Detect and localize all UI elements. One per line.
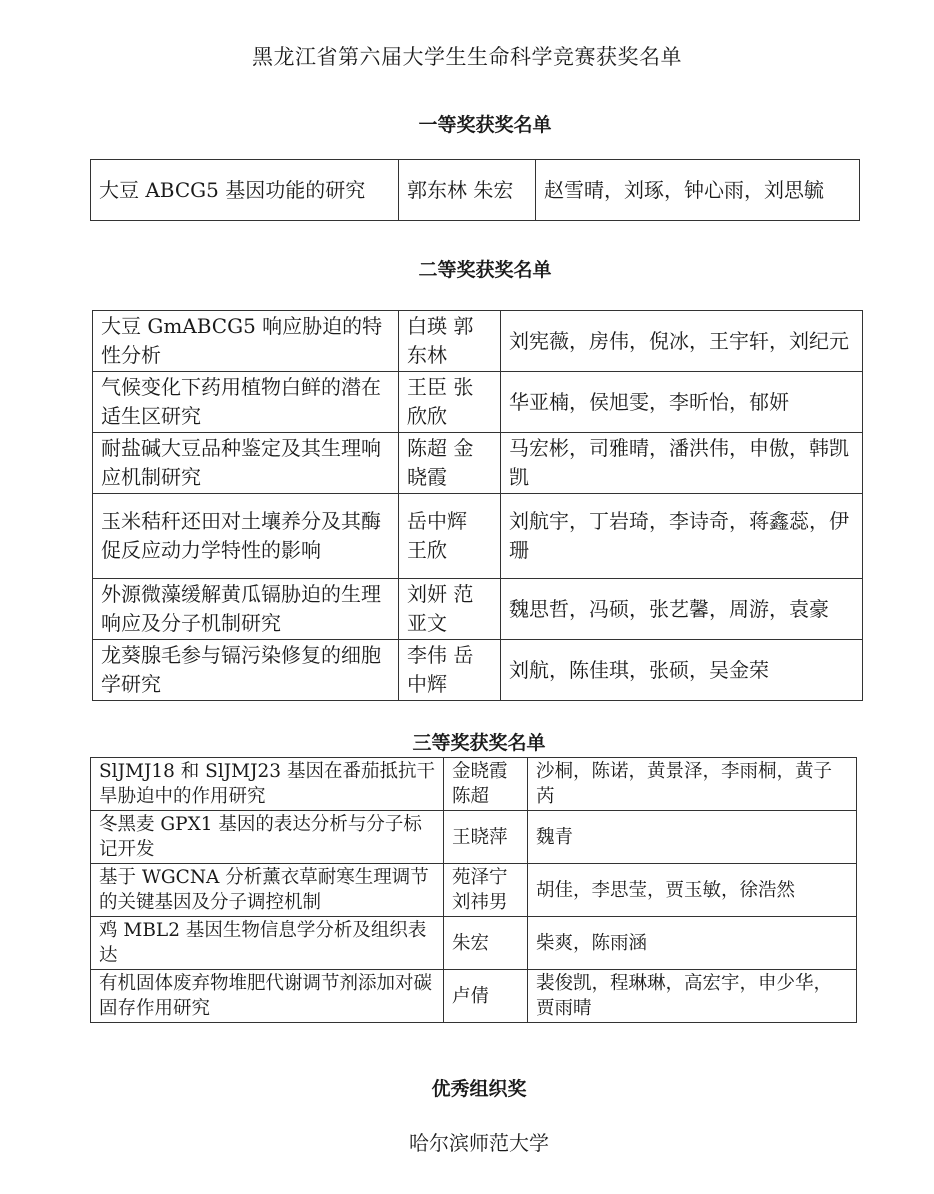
- table-row: [93, 372, 863, 433]
- members-cell: 华亚楠，侯旭雯，李昕怡，郁妍: [501, 372, 863, 433]
- project-cell: 玉米秸秆还田对土壤养分及其酶促反应动力学特性的影响: [93, 494, 399, 579]
- advisors-cell: 陈超 金晓霞: [399, 433, 501, 494]
- advisors-cell: 李伟 岳中辉: [399, 640, 501, 701]
- members-cell: 赵雪晴，刘琢，钟心雨，刘思毓: [536, 160, 860, 221]
- project-cell: 耐盐碱大豆品种鉴定及其生理响应机制研究: [93, 433, 399, 494]
- project-cell: 鸡 MBL2 基因生物信息学分析及组织表达: [91, 917, 444, 970]
- table-row: [93, 579, 863, 640]
- members-cell: 胡佳，李思莹，贾玉敏，徐浩然: [528, 864, 857, 917]
- excellent-org-name: 哈尔滨师范大学: [409, 1131, 549, 1155]
- project-cell: SlJMJ18 和 SlJMJ23 基因在番茄抵抗干旱胁迫中的作用研究: [91, 758, 444, 811]
- members-cell: 裴俊凯，程琳琳，高宏宇，申少华，贾雨晴: [528, 970, 857, 1023]
- second-prize-table: [92, 310, 863, 701]
- advisors-cell: 王晓萍: [444, 811, 528, 864]
- third-prize-heading: 三等奖获奖名单: [412, 732, 546, 754]
- first-prize-table: [90, 159, 860, 221]
- table-row: [91, 160, 860, 221]
- advisors-cell: 金晓霞 陈超: [444, 758, 528, 811]
- project-cell: 外源微藻缓解黄瓜镉胁迫的生理响应及分子机制研究: [93, 579, 399, 640]
- members-cell: 沙桐，陈诺，黄景泽，李雨桐，黄子芮: [528, 758, 857, 811]
- project-cell: 龙葵腺毛参与镉污染修复的细胞学研究: [93, 640, 399, 701]
- project-cell: 大豆 ABCG5 基因功能的研究: [91, 160, 399, 221]
- table-row: [91, 811, 857, 864]
- table-row: [91, 917, 857, 970]
- table-row: [91, 758, 857, 811]
- advisors-cell: 朱宏: [444, 917, 528, 970]
- project-cell: 有机固体废弃物堆肥代谢调节剂添加对碳固存作用研究: [91, 970, 444, 1023]
- advisors-cell: 卢倩: [444, 970, 528, 1023]
- second-prize-heading: 二等奖获奖名单: [418, 259, 552, 281]
- table-row: [91, 970, 857, 1023]
- table-row: [93, 494, 863, 579]
- project-cell: 气候变化下药用植物白鲜的潜在适生区研究: [93, 372, 399, 433]
- advisors-cell: 白瑛 郭东林: [399, 311, 501, 372]
- project-cell: 冬黑麦 GPX1 基因的表达分析与分子标记开发: [91, 811, 444, 864]
- advisors-cell: 王臣 张欣欣: [399, 372, 501, 433]
- members-cell: 刘航，陈佳琪，张硕，吴金荣: [501, 640, 863, 701]
- advisors-cell: 苑泽宁 刘祎男: [444, 864, 528, 917]
- project-cell: 基于 WGCNA 分析薰衣草耐寒生理调节的关键基因及分子调控机制: [91, 864, 444, 917]
- advisors-cell: 刘妍 范亚文: [399, 579, 501, 640]
- members-cell: 刘宪薇，房伟，倪冰，王宇轩，刘纪元: [501, 311, 863, 372]
- excellent-org-heading: 优秀组织奖: [431, 1078, 527, 1100]
- members-cell: 魏青: [528, 811, 857, 864]
- members-cell: 柴爽，陈雨涵: [528, 917, 857, 970]
- advisors-cell: 郭东林 朱宏: [399, 160, 536, 221]
- table-row: [93, 311, 863, 372]
- members-cell: 魏思哲，冯硕，张艺馨，周游，袁豪: [501, 579, 863, 640]
- table-row: [91, 864, 857, 917]
- members-cell: 马宏彬，司雅晴，潘洪伟，申傲，韩凯凯: [501, 433, 863, 494]
- table-row: [93, 640, 863, 701]
- third-prize-table: [90, 757, 857, 1023]
- first-prize-heading: 一等奖获奖名单: [418, 114, 552, 136]
- advisors-cell: 岳中辉 王欣: [399, 494, 501, 579]
- members-cell: 刘航宇，丁岩琦，李诗奇，蒋鑫蕊，伊珊: [501, 494, 863, 579]
- project-cell: 大豆 GmABCG5 响应胁迫的特性分析: [93, 311, 399, 372]
- table-row: [93, 433, 863, 494]
- page-title: 黑龙江省第六届大学生生命科学竞赛获奖名单: [252, 45, 682, 69]
